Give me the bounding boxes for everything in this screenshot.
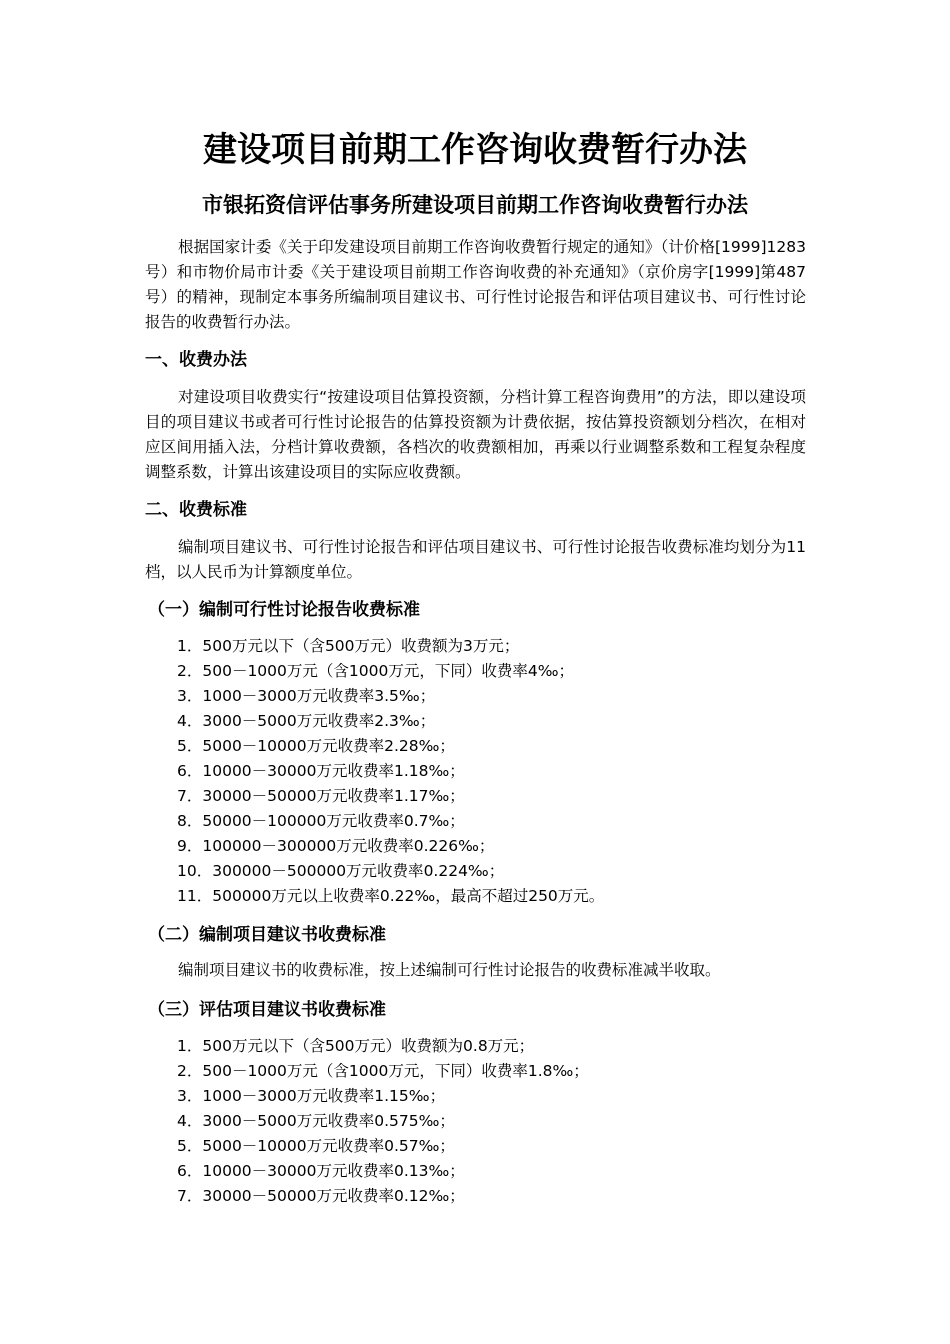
- list-item: 10．300000－500000万元收费率0.224‰；: [177, 862, 505, 880]
- list-item: 6．10000－30000万元收费率0.13‰；: [177, 1162, 465, 1180]
- list-item: 1．500万元以下（含500万元）收费额为3万元；: [177, 637, 520, 655]
- list-item: 2．500－1000万元（含1000万元，下同）收费率1.8‰；: [177, 1062, 589, 1080]
- proposal-fee-paragraph: 编制项目建议书的收费标准，按上述编制可行性讨论报告的收费标准减半收取。: [178, 961, 721, 979]
- intro-paragraph: 根据国家计委《关于印发建设项目前期工作咨询收费暂行规定的通知》（计价格[1999]1283号）和市物价局市计委《关于建设项目前期工作咨询收费的补充通知》（京价房字[1999]第487号）的精神，现制定本事务所编制项目建议书、可行性讨论报告和评估项目建议书、可行性讨论报告的收费暂行办法。: [145, 238, 806, 331]
- list-item: 7．30000－50000万元收费率0.12‰；: [177, 1187, 465, 1205]
- list-item: 4．3000－5000万元收费率0.575‰；: [177, 1112, 455, 1130]
- section-heading-fee-method: 一、收费办法: [145, 350, 247, 370]
- feasibility-fee-list: [177, 634, 604, 909]
- list-item: 11．500000万元以上收费率0.22‰，最高不超过250万元。: [177, 887, 605, 905]
- section-heading-fee-standard: 二、收费标准: [145, 500, 247, 520]
- list-item: 3．1000－3000万元收费率3.5‰；: [177, 687, 436, 705]
- list-item: 2．500－1000万元（含1000万元，下同）收费率4‰；: [177, 662, 574, 680]
- list-item: 3．1000－3000万元收费率1.15‰；: [177, 1087, 446, 1105]
- evaluation-fee-list: [177, 1034, 589, 1209]
- list-item: 8．50000－100000万元收费率0.7‰；: [177, 812, 465, 830]
- subsection-heading-proposal: （二）编制项目建议书收费标准: [148, 925, 386, 945]
- list-item: 7．30000－50000万元收费率1.17‰；: [177, 787, 465, 805]
- list-item: 6．10000－30000万元收费率1.18‰；: [177, 762, 465, 780]
- subsection-heading-feasibility: （一）编制可行性讨论报告收费标准: [148, 600, 420, 620]
- list-item: 4．3000－5000万元收费率2.3‰；: [177, 712, 436, 730]
- list-item: 9．100000－300000万元收费率0.226‰；: [177, 837, 495, 855]
- page-subtitle: 市银拓资信评估事务所建设项目前期工作咨询收费暂行办法: [202, 193, 748, 217]
- list-item: 5．5000－10000万元收费率2.28‰；: [177, 737, 455, 755]
- list-item: 1．500万元以下（含500万元）收费额为0.8万元；: [177, 1037, 535, 1055]
- fee-standard-paragraph: 编制项目建议书、可行性讨论报告和评估项目建议书、可行性讨论报告收费标准均划分为11档，以人民币为计算额度单位。: [145, 538, 806, 581]
- subsection-heading-evaluation: （三）评估项目建议书收费标准: [148, 1000, 386, 1020]
- page-title: 建设项目前期工作咨询收费暂行办法: [203, 130, 747, 170]
- fee-method-paragraph: 对建设项目收费实行“按建设项目估算投资额，分档计算工程咨询费用”的方法，即以建设项目的项目建议书或者可行性讨论报告的估算投资额为计费依据，按估算投资额划分档次，在相对应区间用插入法，分档计算收费额，各档次的收费额相加，再乘以行业调整系数和工程复杂程度调整系数，计算出该建设项目的实际应收费额。: [145, 388, 806, 481]
- list-item: 5．5000－10000万元收费率0.57‰；: [177, 1137, 455, 1155]
